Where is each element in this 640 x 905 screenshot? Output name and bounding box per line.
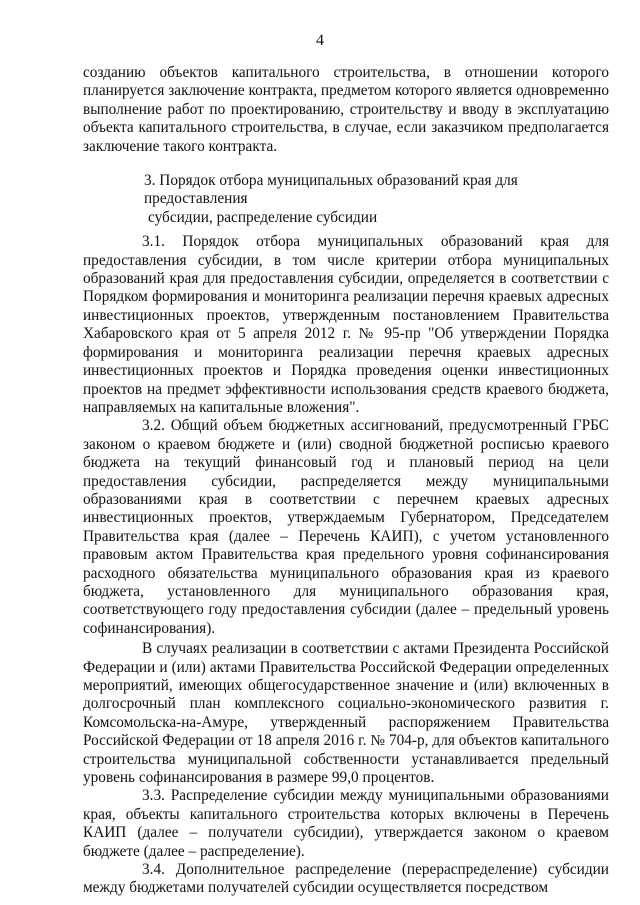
paragraph-3-3: 3.3. Распределение субсидии между муниципальными образованиями края, объекты капитального строительства которых включены в Перечень КАИП (далее – получатели субсидии), утверждается законом о краевом бюджете (далее – распределение).	[83, 787, 609, 860]
page-number: 4	[316, 32, 324, 49]
section-heading-line1: 3. Порядок отбора муниципальных образований края для предоставления	[144, 172, 518, 208]
paragraph-cases: В случаях реализации в соответствии с актами Президента Российской Федерации и (или) актами Правительства Российской Федерации определенных мероприятий, имеющих общегосударственное значение и (или) включенных в долгосрочный план комплексного социально-экономического развития г. Комсомольска-на-Амуре, утвержденный распоряжением Правительства Российской Федерации от 18 апреля 2016 г. № 704-р, для объектов капитального строительства муниципальной собственности устанавливается предельный уровень софинансирования в размере 99,0 процентов.	[83, 640, 609, 787]
spacer	[83, 156, 609, 172]
intro-paragraph: созданию объектов капитального строительства, в отношении которого планируется заключение контракта, предметом которого является одновременно выполнение работ по проектированию, строительству и вводу в эксплуатацию объекта капитального строительства, в случае, если заказчиком предполагается заключение такого контракта.	[83, 64, 609, 155]
paragraph-3-1: 3.1. Порядок отбора муниципальных образований края для предоставления субсидии, в том числе критерии отбора муниципальных образований края для предоставления субсидии, определяется в соответствии с Порядком формирования и мониторинга реализации перечня краевых адресных инвестиционных проектов, утвержденным постановлением Правительства Хабаровского края от 5 апреля 2012 г. № 95-пр "Об утверждении Порядка формирования и мониторинга реализации перечня краевых адресных инвестиционных проектов и Порядка проведения оценки инвестиционных проектов на предмет эффективности использования средств краевого бюджета, направляемых на капитальные вложения".	[83, 233, 609, 416]
section-heading-line2: субсидии, распределение субсидии	[148, 208, 378, 226]
paragraph-3-4: 3.4. Дополнительное распределение (перераспределение) субсидии между бюджетами получателей субсидии осуществляется посредством	[83, 861, 609, 897]
paragraph-3-2: 3.2. Общий объем бюджетных ассигнований, предусмотренный ГРБС законом о краевом бюджете и (или) сводной бюджетной росписью краевого бюджета на текущий финансовый год и плановый период на цели предоставления субсидии, распределяется между муниципальными образованиями края в соответствии с перечнем краевых адресных инвестиционных проектов, утверждаемым Губернатором, Председателем Правительства края (далее – Перечень КАИП), с учетом установленного правовым актом Правительства края предельного уровня софинансирования расходного обязательства муниципального образования края из краевого бюджета, установленного для муниципального образования края, соответствующего году предоставления субсидии (далее – предельный уровень софинансирования).	[83, 417, 609, 637]
document-body	[83, 64, 609, 898]
section-heading	[83, 172, 609, 227]
